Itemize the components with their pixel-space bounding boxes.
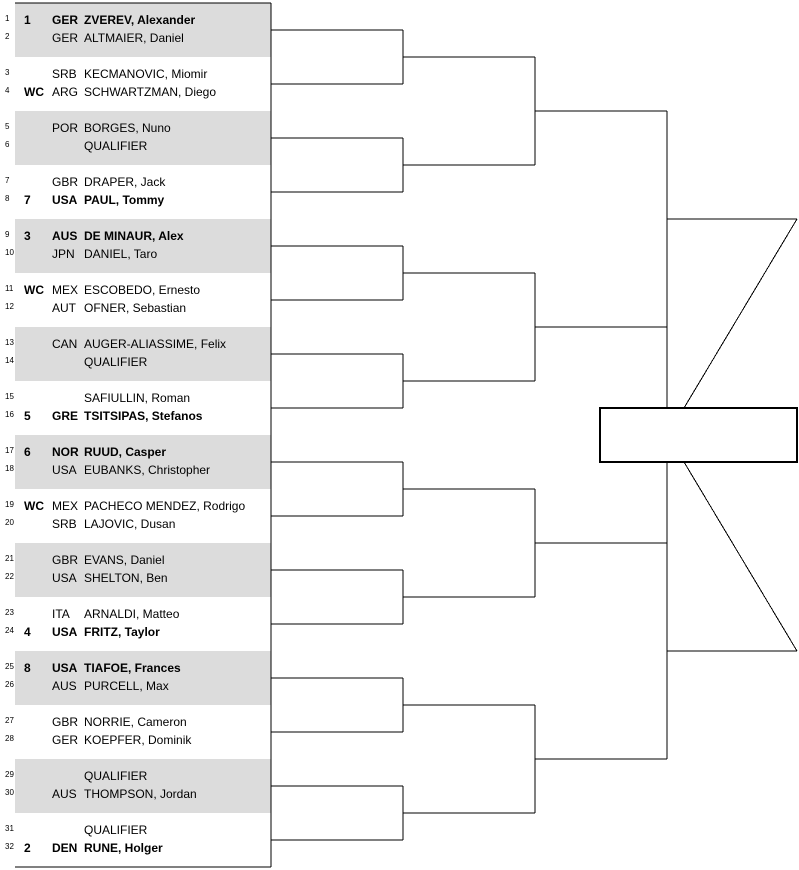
- country-code: AUT: [52, 301, 76, 315]
- country-code: GRE: [52, 409, 79, 423]
- player-name: EUBANKS, Christopher: [84, 463, 211, 477]
- final-diagonal-bottom: [684, 462, 797, 651]
- player-name: ALTMAIER, Daniel: [84, 31, 184, 45]
- country-code: JPN: [52, 247, 75, 261]
- country-code: GBR: [52, 553, 79, 567]
- country-code: USA: [52, 193, 78, 207]
- seed-label: WC: [24, 283, 44, 297]
- country-code: MEX: [52, 499, 79, 513]
- draw-position-number: 13: [5, 338, 14, 347]
- matchup-shade: [15, 651, 271, 705]
- country-code: USA: [52, 625, 78, 639]
- country-code: ARG: [52, 85, 79, 99]
- matchup-shade: [15, 759, 271, 813]
- country-code: POR: [52, 121, 79, 135]
- draw-position-number: 32: [5, 842, 14, 851]
- draw-position-number: 4: [5, 86, 10, 95]
- player-name: DANIEL, Taro: [84, 247, 158, 261]
- country-code: AUS: [52, 679, 77, 693]
- draw-position-number: 2: [5, 32, 10, 41]
- draw-position-number: 27: [5, 716, 14, 725]
- country-code: GER: [52, 13, 79, 27]
- country-code: MEX: [52, 283, 79, 297]
- player-name: ZVEREV, Alexander: [84, 13, 196, 27]
- country-code: USA: [52, 463, 77, 477]
- matchup-shade: [15, 3, 271, 57]
- seed-label: WC: [24, 499, 44, 513]
- draw-position-number: 11: [5, 284, 14, 293]
- draw-position-number: 1: [5, 14, 10, 23]
- seed-label: 4: [24, 625, 31, 639]
- draw-position-number: 31: [5, 824, 14, 833]
- draw-position-number: 5: [5, 122, 10, 131]
- draw-position-number: 29: [5, 770, 14, 779]
- draw-position-number: 12: [5, 302, 14, 311]
- player-name: TSITSIPAS, Stefanos: [84, 409, 203, 423]
- player-name: FRITZ, Taylor: [84, 625, 160, 639]
- seed-label: 5: [24, 409, 31, 423]
- player-name: PURCELL, Max: [84, 679, 169, 693]
- draw-position-number: 28: [5, 734, 14, 743]
- player-name: PAUL, Tommy: [84, 193, 165, 207]
- draw-position-number: 16: [5, 410, 14, 419]
- draw-position-number: 22: [5, 572, 14, 581]
- draw-position-number: 9: [5, 230, 10, 239]
- draw-position-number: 15: [5, 392, 14, 401]
- player-name: TIAFOE, Frances: [84, 661, 181, 675]
- seed-label: WC: [24, 85, 44, 99]
- player-name: QUALIFIER: [84, 355, 148, 369]
- player-name: LAJOVIC, Dusan: [84, 517, 176, 531]
- player-name: NORRIE, Cameron: [84, 715, 187, 729]
- draw-position-number: 30: [5, 788, 14, 797]
- player-name: KECMANOVIC, Miomir: [84, 67, 208, 81]
- draw-position-number: 6: [5, 140, 10, 149]
- country-code: CAN: [52, 337, 78, 351]
- draw-position-number: 25: [5, 662, 14, 671]
- draw-position-number: 7: [5, 176, 10, 185]
- seed-label: 7: [24, 193, 31, 207]
- player-name: KOEPFER, Dominik: [84, 733, 192, 747]
- player-name: SAFIULLIN, Roman: [84, 391, 191, 405]
- champion-box: [600, 408, 797, 462]
- draw-position-number: 10: [5, 248, 14, 257]
- seed-label: 3: [24, 229, 31, 243]
- player-name: THOMPSON, Jordan: [84, 787, 197, 801]
- player-name: BORGES, Nuno: [84, 121, 171, 135]
- draw-position-number: 26: [5, 680, 14, 689]
- draw-position-number: 8: [5, 194, 10, 203]
- country-code: AUS: [52, 787, 77, 801]
- matchup-shade: [15, 435, 271, 489]
- player-name: AUGER-ALIASSIME, Felix: [84, 337, 227, 351]
- player-name: ARNALDI, Matteo: [84, 607, 180, 621]
- draw-position-number: 19: [5, 500, 14, 509]
- country-code: USA: [52, 571, 77, 585]
- country-code: GER: [52, 31, 79, 45]
- country-code: USA: [52, 661, 78, 675]
- country-code: SRB: [52, 67, 77, 81]
- seed-label: 1: [24, 13, 31, 27]
- country-code: GER: [52, 733, 79, 747]
- player-name: QUALIFIER: [84, 139, 148, 153]
- country-code: GBR: [52, 175, 79, 189]
- player-name: DRAPER, Jack: [84, 175, 166, 189]
- matchup-shade: [15, 219, 271, 273]
- player-name: RUNE, Holger: [84, 841, 163, 855]
- draw-position-number: 24: [5, 626, 14, 635]
- player-name: PACHECO MENDEZ, Rodrigo: [84, 499, 246, 513]
- player-name: DE MINAUR, Alex: [84, 229, 184, 243]
- player-name: EVANS, Daniel: [84, 553, 165, 567]
- player-name: SCHWARTZMAN, Diego: [84, 85, 217, 99]
- draw-position-number: 17: [5, 446, 14, 455]
- draw-position-number: 3: [5, 68, 10, 77]
- final-diagonal-top: [684, 219, 797, 408]
- country-code: SRB: [52, 517, 77, 531]
- matchup-shade: [15, 327, 271, 381]
- seed-label: 2: [24, 841, 31, 855]
- player-name: RUUD, Casper: [84, 445, 167, 459]
- seed-label: 6: [24, 445, 31, 459]
- draw-position-number: 14: [5, 356, 14, 365]
- draw-position-number: 18: [5, 464, 14, 473]
- country-code: GBR: [52, 715, 79, 729]
- player-name: ESCOBEDO, Ernesto: [84, 283, 201, 297]
- country-code: AUS: [52, 229, 78, 243]
- player-name: QUALIFIER: [84, 769, 148, 783]
- country-code: ITA: [52, 607, 70, 621]
- seed-label: 8: [24, 661, 31, 675]
- player-name: SHELTON, Ben: [84, 571, 168, 585]
- draw-position-number: 23: [5, 608, 14, 617]
- player-name: OFNER, Sebastian: [84, 301, 187, 315]
- country-code: DEN: [52, 841, 78, 855]
- matchup-shade: [15, 111, 271, 165]
- matchup-shade: [15, 543, 271, 597]
- country-code: NOR: [52, 445, 79, 459]
- player-name: QUALIFIER: [84, 823, 148, 837]
- draw-position-number: 21: [5, 554, 14, 563]
- draw-position-number: 20: [5, 518, 14, 527]
